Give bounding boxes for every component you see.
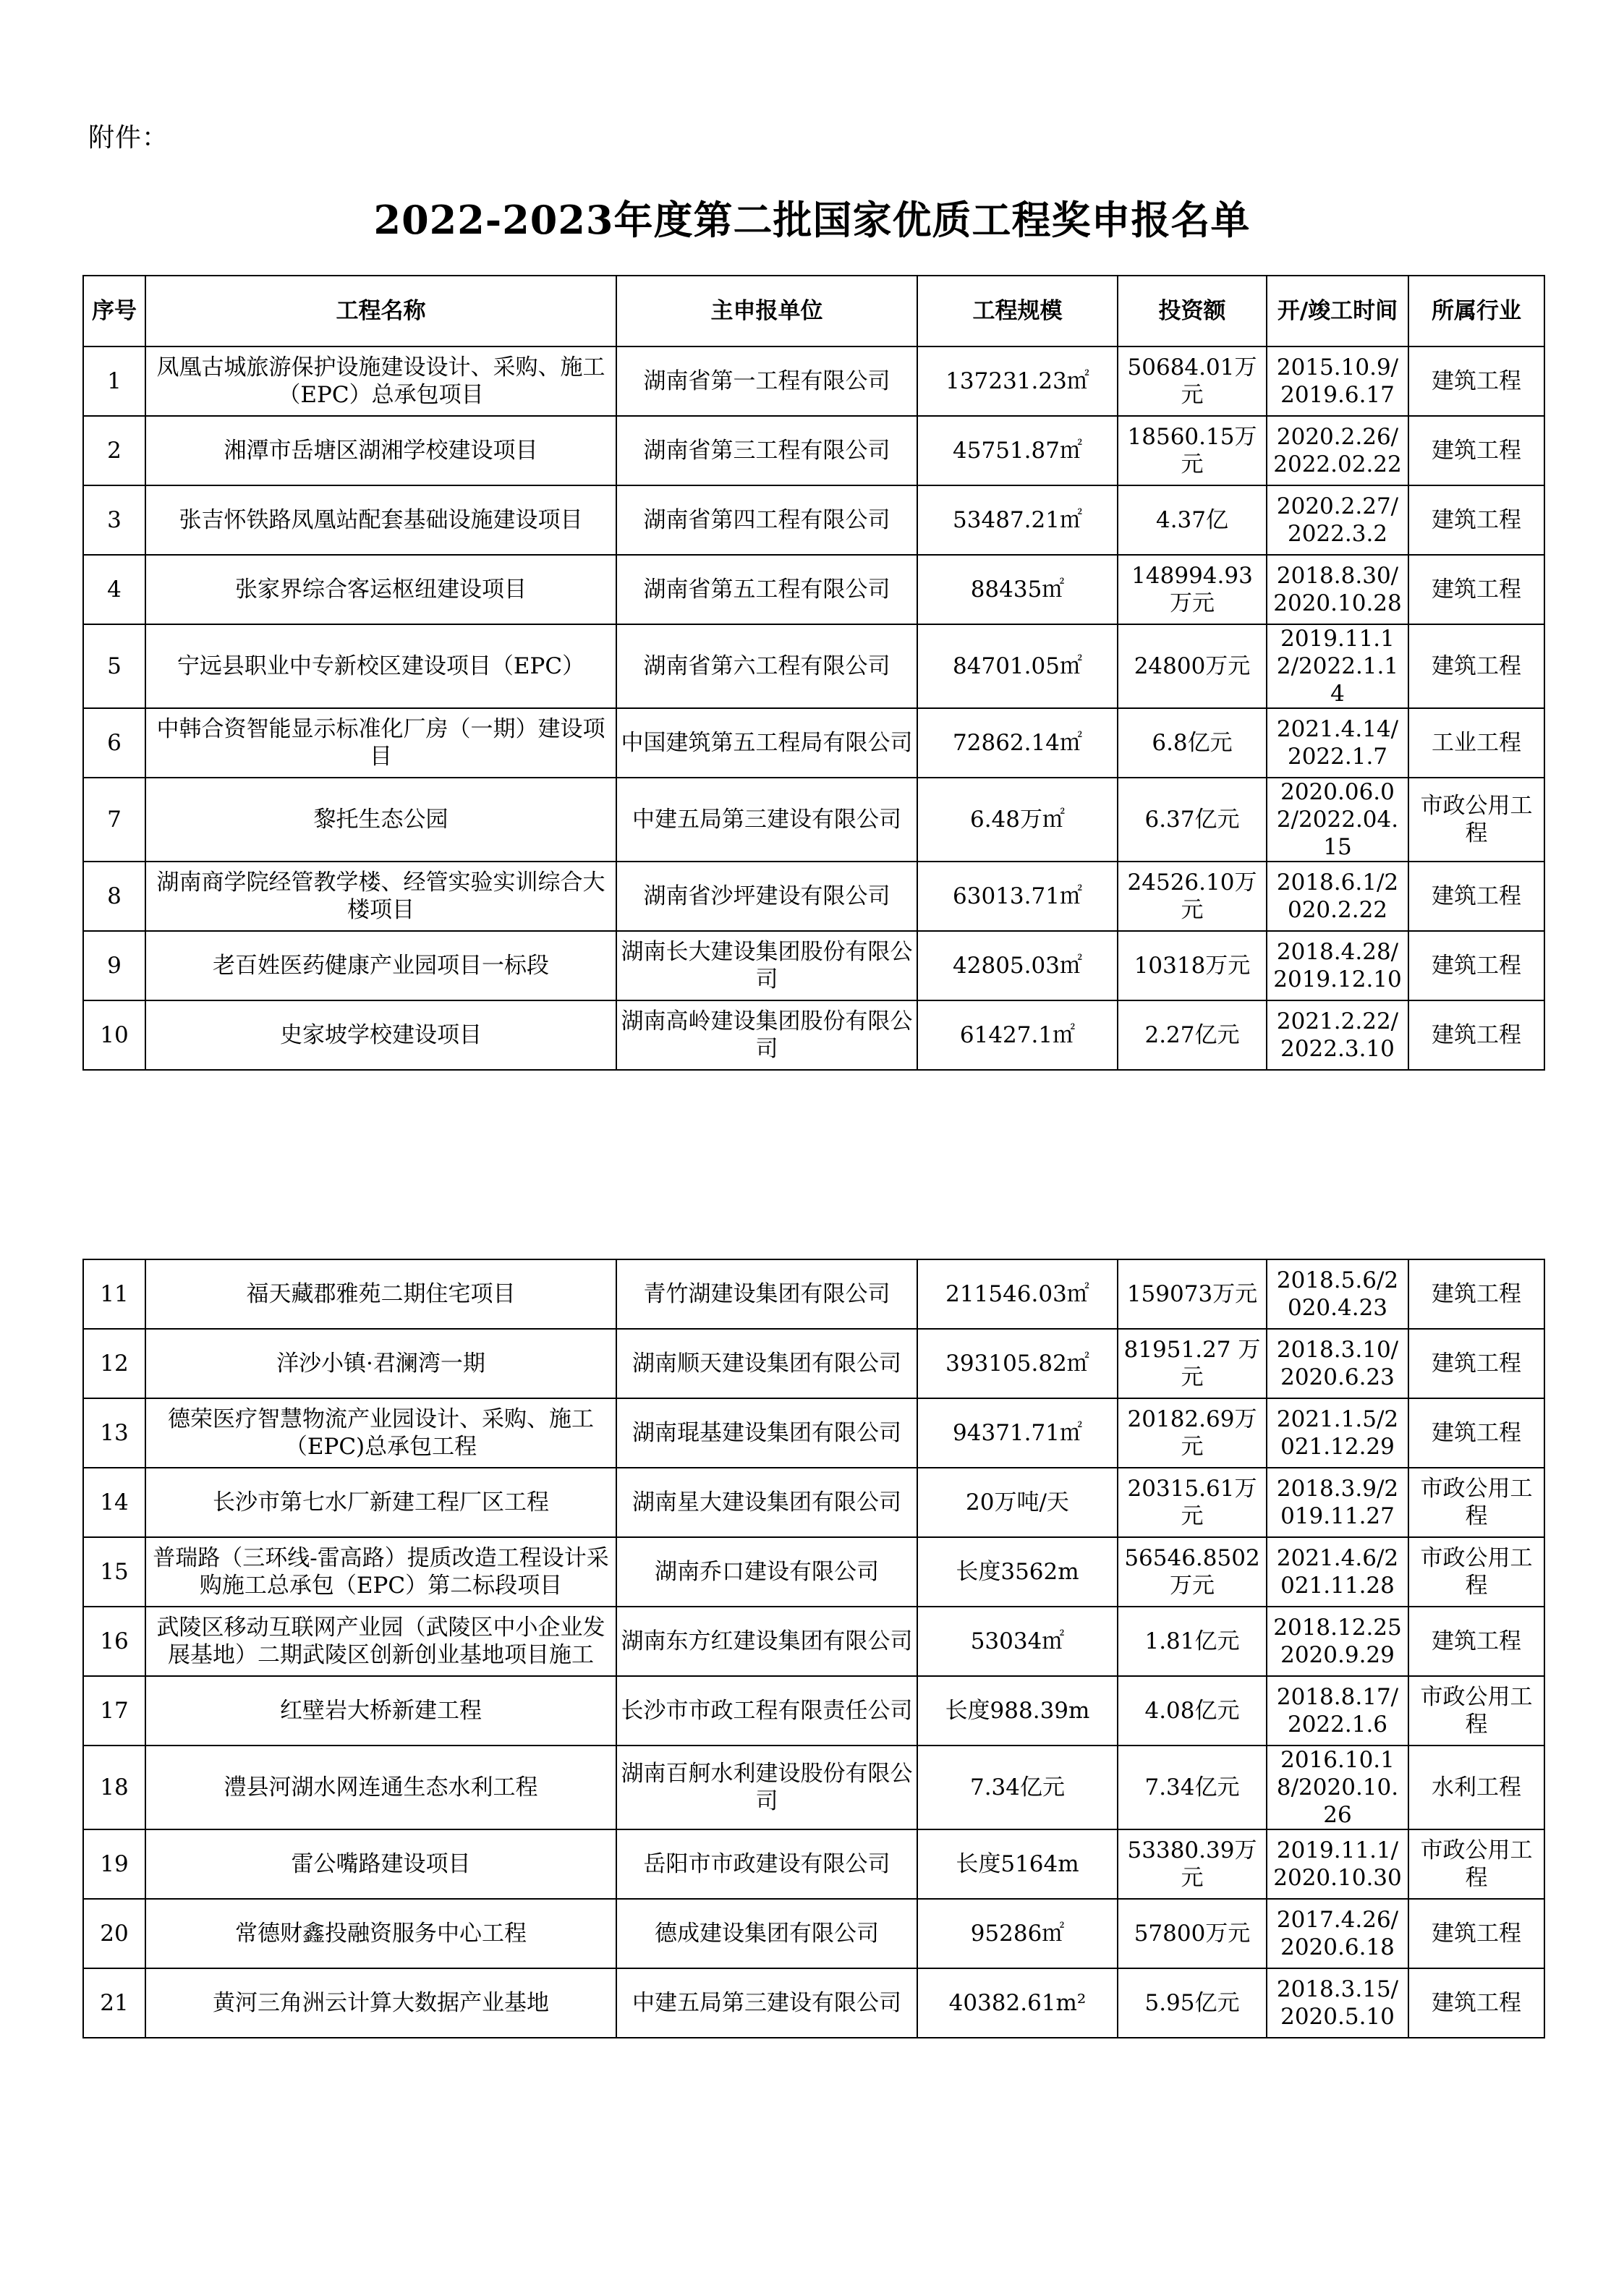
- cell-project-name: 黎托生态公园: [145, 778, 616, 862]
- cell-scale: 94371.71㎡: [917, 1398, 1118, 1468]
- cell-project-name: 武陵区移动互联网产业园（武陵区中小企业发展基地）二期武陵区创新创业基地项目施工: [145, 1607, 616, 1676]
- cell-investment: 5.95亿元: [1118, 1968, 1267, 2038]
- cell-no: 1: [83, 346, 145, 416]
- cell-start-finish-time: 2018.3.9/2019.11.27: [1267, 1468, 1408, 1537]
- cell-applicant-unit: 湖南省沙坪建设有限公司: [616, 862, 917, 931]
- cell-scale: 53487.21㎡: [917, 485, 1118, 555]
- cell-no: 3: [83, 485, 145, 555]
- header-applicant-unit: 主申报单位: [616, 276, 917, 346]
- table-row: [83, 1829, 1544, 1899]
- table-row: [83, 1899, 1544, 1968]
- table-row: [83, 778, 1544, 862]
- cell-no: 17: [83, 1676, 145, 1746]
- table-row: [83, 346, 1544, 416]
- cell-scale: 长度5164m: [917, 1829, 1118, 1899]
- cell-industry: 建筑工程: [1408, 416, 1544, 485]
- table-row: [83, 1676, 1544, 1746]
- cell-no: 21: [83, 1968, 145, 2038]
- cell-scale: 88435㎡: [917, 555, 1118, 624]
- cell-no: 8: [83, 862, 145, 931]
- cell-applicant-unit: 湖南顺天建设集团有限公司: [616, 1329, 917, 1398]
- cell-project-name: 中韩合资智能显示标准化厂房（一期）建设项目: [145, 708, 616, 778]
- cell-start-finish-time: 2016.10.18/2020.10.26: [1267, 1746, 1408, 1829]
- cell-applicant-unit: 中国建筑第五工程局有限公司: [616, 708, 917, 778]
- cell-investment: 2.27亿元: [1118, 1000, 1267, 1070]
- table-row: [83, 485, 1544, 555]
- cell-project-name: 长沙市第七水厂新建工程厂区工程: [145, 1468, 616, 1537]
- table-row: [83, 708, 1544, 778]
- cell-no: 12: [83, 1329, 145, 1398]
- cell-industry: 市政公用工程: [1408, 1468, 1544, 1537]
- cell-project-name: 湖南商学院经管教学楼、经管实验实训综合大楼项目: [145, 862, 616, 931]
- cell-no: 6: [83, 708, 145, 778]
- table-row: [83, 555, 1544, 624]
- cell-applicant-unit: 湖南省第一工程有限公司: [616, 346, 917, 416]
- cell-start-finish-time: 2017.4.26/2020.6.18: [1267, 1899, 1408, 1968]
- header-industry: 所属行业: [1408, 276, 1544, 346]
- cell-start-finish-time: 2020.2.26/2022.02.22: [1267, 416, 1408, 485]
- cell-scale: 长度3562m: [917, 1537, 1118, 1607]
- cell-applicant-unit: 湖南琨基建设集团有限公司: [616, 1398, 917, 1468]
- cell-investment: 6.8亿元: [1118, 708, 1267, 778]
- cell-start-finish-time: 2021.1.5/2021.12.29: [1267, 1398, 1408, 1468]
- cell-applicant-unit: 湖南乔口建设有限公司: [616, 1537, 917, 1607]
- cell-applicant-unit: 青竹湖建设集团有限公司: [616, 1259, 917, 1329]
- cell-investment: 50684.01万元: [1118, 346, 1267, 416]
- cell-scale: 393105.82㎡: [917, 1329, 1118, 1398]
- table-row: [83, 416, 1544, 485]
- cell-industry: 市政公用工程: [1408, 1537, 1544, 1607]
- project-table-page-2: [82, 1259, 1545, 2038]
- cell-scale: 6.48万㎡: [917, 778, 1118, 862]
- cell-industry: 水利工程: [1408, 1746, 1544, 1829]
- cell-industry: 建筑工程: [1408, 862, 1544, 931]
- cell-applicant-unit: 湖南东方红建设集团有限公司: [616, 1607, 917, 1676]
- cell-applicant-unit: 湖南高岭建设集团股份有限公司: [616, 1000, 917, 1070]
- cell-industry: 工业工程: [1408, 708, 1544, 778]
- header-scale: 工程规模: [917, 276, 1118, 346]
- cell-start-finish-time: 2018.3.15/2020.5.10: [1267, 1968, 1408, 2038]
- cell-applicant-unit: 中建五局第三建设有限公司: [616, 1968, 917, 2038]
- cell-start-finish-time: 2019.11.1/2020.10.30: [1267, 1829, 1408, 1899]
- cell-investment: 20182.69万元: [1118, 1398, 1267, 1468]
- cell-investment: 57800万元: [1118, 1899, 1267, 1968]
- cell-scale: 63013.71㎡: [917, 862, 1118, 931]
- cell-applicant-unit: 岳阳市市政建设有限公司: [616, 1829, 917, 1899]
- cell-scale: 45751.87㎡: [917, 416, 1118, 485]
- cell-start-finish-time: 2018.4.28/2019.12.10: [1267, 931, 1408, 1000]
- cell-industry: 建筑工程: [1408, 624, 1544, 708]
- cell-no: 20: [83, 1899, 145, 1968]
- table-row: [83, 931, 1544, 1000]
- cell-scale: 95286㎡: [917, 1899, 1118, 1968]
- cell-investment: 20315.61万元: [1118, 1468, 1267, 1537]
- header-start-finish-time: 开/竣工时间: [1267, 276, 1408, 346]
- cell-project-name: 湘潭市岳塘区湖湘学校建设项目: [145, 416, 616, 485]
- cell-applicant-unit: 湖南省第三工程有限公司: [616, 416, 917, 485]
- cell-project-name: 张家界综合客运枢纽建设项目: [145, 555, 616, 624]
- cell-no: 5: [83, 624, 145, 708]
- cell-applicant-unit: 湖南省第四工程有限公司: [616, 485, 917, 555]
- cell-start-finish-time: 2018.5.6/2020.4.23: [1267, 1259, 1408, 1329]
- cell-investment: 56546.8502万元: [1118, 1537, 1267, 1607]
- cell-start-finish-time: 2021.4.6/2021.11.28: [1267, 1537, 1408, 1607]
- cell-no: 15: [83, 1537, 145, 1607]
- cell-applicant-unit: 湖南长大建设集团股份有限公司: [616, 931, 917, 1000]
- cell-project-name: 张吉怀铁路凤凰站配套基础设施建设项目: [145, 485, 616, 555]
- cell-industry: 建筑工程: [1408, 931, 1544, 1000]
- cell-industry: 建筑工程: [1408, 346, 1544, 416]
- table-row: [83, 1329, 1544, 1398]
- cell-project-name: 雷公嘴路建设项目: [145, 1829, 616, 1899]
- cell-start-finish-time: 2021.4.14/2022.1.7: [1267, 708, 1408, 778]
- cell-project-name: 普瑞路（三环线-雷高路）提质改造工程设计采购施工总承包（EPC）第二标段项目: [145, 1537, 616, 1607]
- attachment-label: 附件：: [88, 123, 169, 153]
- cell-investment: 7.34亿元: [1118, 1746, 1267, 1829]
- cell-investment: 10318万元: [1118, 931, 1267, 1000]
- cell-no: 16: [83, 1607, 145, 1676]
- cell-no: 7: [83, 778, 145, 862]
- cell-no: 2: [83, 416, 145, 485]
- cell-project-name: 红壁岩大桥新建工程: [145, 1676, 616, 1746]
- cell-investment: 18560.15万元: [1118, 416, 1267, 485]
- cell-no: 13: [83, 1398, 145, 1468]
- cell-no: 11: [83, 1259, 145, 1329]
- cell-industry: 市政公用工程: [1408, 778, 1544, 862]
- cell-scale: 7.34亿元: [917, 1746, 1118, 1829]
- cell-investment: 24526.10万元: [1118, 862, 1267, 931]
- cell-project-name: 洋沙小镇·君澜湾一期: [145, 1329, 616, 1398]
- header-project-name: 工程名称: [145, 276, 616, 346]
- cell-applicant-unit: 中建五局第三建设有限公司: [616, 778, 917, 862]
- cell-investment: 4.08亿元: [1118, 1676, 1267, 1746]
- cell-applicant-unit: 湖南星大建设集团有限公司: [616, 1468, 917, 1537]
- cell-industry: 建筑工程: [1408, 1607, 1544, 1676]
- cell-applicant-unit: 湖南省第六工程有限公司: [616, 624, 917, 708]
- table-row: [83, 1000, 1544, 1070]
- page-title: 2022-2023年度第二批国家优质工程奖申报名单: [373, 197, 1251, 243]
- cell-investment: 1.81亿元: [1118, 1607, 1267, 1676]
- project-table-page-1: [82, 275, 1545, 1071]
- cell-no: 10: [83, 1000, 145, 1070]
- cell-start-finish-time: 2021.2.22/2022.3.10: [1267, 1000, 1408, 1070]
- table-row: [83, 1537, 1544, 1607]
- table-row: [83, 1468, 1544, 1537]
- header-no: 序号: [83, 276, 145, 346]
- cell-no: 19: [83, 1829, 145, 1899]
- cell-start-finish-time: 2019.11.12/2022.1.14: [1267, 624, 1408, 708]
- cell-scale: 84701.05㎡: [917, 624, 1118, 708]
- cell-investment: 53380.39万元: [1118, 1829, 1267, 1899]
- header-investment: 投资额: [1118, 276, 1267, 346]
- cell-industry: 建筑工程: [1408, 1899, 1544, 1968]
- cell-project-name: 澧县河湖水网连通生态水利工程: [145, 1746, 616, 1829]
- table-row: [83, 1968, 1544, 2038]
- table-row: [83, 1398, 1544, 1468]
- cell-scale: 40382.61m²: [917, 1968, 1118, 2038]
- cell-industry: 建筑工程: [1408, 1259, 1544, 1329]
- cell-industry: 建筑工程: [1408, 555, 1544, 624]
- cell-investment: 6.37亿元: [1118, 778, 1267, 862]
- cell-industry: 建筑工程: [1408, 1398, 1544, 1468]
- cell-investment: 159073万元: [1118, 1259, 1267, 1329]
- cell-start-finish-time: 2020.06.02/2022.04.15: [1267, 778, 1408, 862]
- cell-scale: 61427.1㎡: [917, 1000, 1118, 1070]
- cell-industry: 建筑工程: [1408, 1968, 1544, 2038]
- cell-investment: 4.37亿: [1118, 485, 1267, 555]
- cell-scale: 211546.03㎡: [917, 1259, 1118, 1329]
- cell-scale: 53034㎡: [917, 1607, 1118, 1676]
- table-row: [83, 862, 1544, 931]
- cell-applicant-unit: 长沙市市政工程有限责任公司: [616, 1676, 917, 1746]
- cell-start-finish-time: 2018.8.30/2020.10.28: [1267, 555, 1408, 624]
- cell-project-name: 黄河三角洲云计算大数据产业基地: [145, 1968, 616, 2038]
- table-row: [83, 1746, 1544, 1829]
- cell-no: 14: [83, 1468, 145, 1537]
- table-row: [83, 1259, 1544, 1329]
- cell-applicant-unit: 湖南省第五工程有限公司: [616, 555, 917, 624]
- cell-industry: 建筑工程: [1408, 1000, 1544, 1070]
- cell-no: 4: [83, 555, 145, 624]
- cell-industry: 建筑工程: [1408, 1329, 1544, 1398]
- cell-start-finish-time: 2018.6.1/2020.2.22: [1267, 862, 1408, 931]
- cell-no: 18: [83, 1746, 145, 1829]
- cell-no: 9: [83, 931, 145, 1000]
- cell-project-name: 宁远县职业中专新校区建设项目（EPC）: [145, 624, 616, 708]
- cell-start-finish-time: 2018.3.10/2020.6.23: [1267, 1329, 1408, 1398]
- cell-industry: 建筑工程: [1408, 485, 1544, 555]
- cell-start-finish-time: 2018.8.17/2022.1.6: [1267, 1676, 1408, 1746]
- cell-scale: 长度988.39m: [917, 1676, 1118, 1746]
- cell-scale: 42805.03㎡: [917, 931, 1118, 1000]
- cell-project-name: 老百姓医药健康产业园项目一标段: [145, 931, 616, 1000]
- cell-investment: 148994.93万元: [1118, 555, 1267, 624]
- cell-project-name: 史家坡学校建设项目: [145, 1000, 616, 1070]
- cell-project-name: 德荣医疗智慧物流产业园设计、采购、施工（EPC)总承包工程: [145, 1398, 616, 1468]
- cell-start-finish-time: 2015.10.9/2019.6.17: [1267, 346, 1408, 416]
- cell-scale: 137231.23㎡: [917, 346, 1118, 416]
- cell-industry: 市政公用工程: [1408, 1676, 1544, 1746]
- cell-applicant-unit: 湖南百舸水利建设股份有限公司: [616, 1746, 917, 1829]
- table-row: [83, 1607, 1544, 1676]
- table-header-row: [83, 276, 1544, 346]
- cell-scale: 20万吨/天: [917, 1468, 1118, 1537]
- cell-project-name: 常德财鑫投融资服务中心工程: [145, 1899, 616, 1968]
- table-row: [83, 624, 1544, 708]
- cell-scale: 72862.14㎡: [917, 708, 1118, 778]
- cell-investment: 81951.27 万元: [1118, 1329, 1267, 1398]
- cell-project-name: 福天藏郡雅苑二期住宅项目: [145, 1259, 616, 1329]
- cell-start-finish-time: 2018.12.252020.9.29: [1267, 1607, 1408, 1676]
- cell-investment: 24800万元: [1118, 624, 1267, 708]
- cell-applicant-unit: 德成建设集团有限公司: [616, 1899, 917, 1968]
- cell-industry: 市政公用工程: [1408, 1829, 1544, 1899]
- cell-project-name: 凤凰古城旅游保护设施建设设计、采购、施工（EPC）总承包项目: [145, 346, 616, 416]
- cell-start-finish-time: 2020.2.27/2022.3.2: [1267, 485, 1408, 555]
